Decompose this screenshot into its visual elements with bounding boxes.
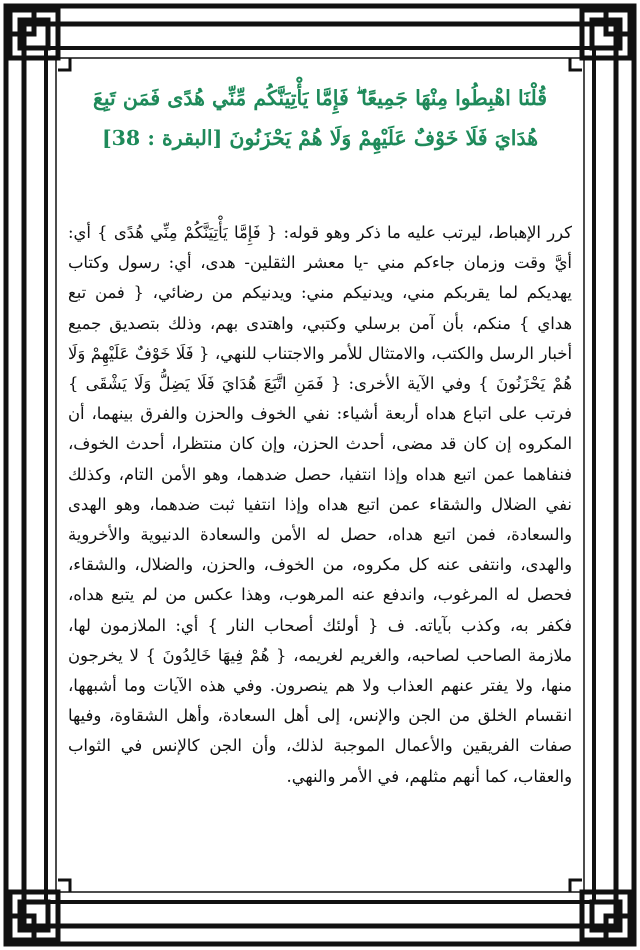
tafsir-commentary: كرر الإهباط، ليرتب عليه ما ذكر وهو قوله: { فَإِمَّا يَأْتِيَنَّكُمْ مِنِّي هُدًى } أي: أيَّ وقت وزمان جاءكم مني -يا معشر الثقلين- هدى، أي: رسول وكتاب يهديكم لما يقربكم مني، ويدنيكم مني: ويدنيكم من رضائي، { فمن تبع هداي } منكم، بأن آمن برسلي وكتبي، واهتدى بهم، وذلك بتصديق جميع أخبار الرسل والكتب، والامتثال للأمر والاجتناب للنهي، { فَلَا خَوْفٌ عَلَيْهِمْ وَلَا هُمْ يَحْزَنُونَ } وفي الآية الأخرى: { فَمَنِ اتَّبَعَ هُدَايَ فَلَا يَضِلُّ وَلَا يَشْقَى } فرتب على اتباع هداه أربعة أشياء: نفي الخوف والحزن والفرق بينهما، أن المكروه إن كان قد مضى، أحدث الحزن، وإن كان منتظرا، أحدث الخوف، فنفاهما عمن اتبع هداه وإذا انتفيا، حصل ضدهما، وهو الأمن التام، وكذلك نفي الضلال والشقاء عمن اتبع هداه وإذا انتفيا ثبت ضدهما، وهو الهدى والسعادة، فمن اتبع هداه، حصل له الأمن والسعادة الدنيوية والأخروية والهدى، وانتفى عنه كل مكروه، من الخوف، والحزن، والضلال، والشقاء، فحصل له المرغوب، واندفع عنه المرهوب، وهذا عكس من لم يتبع هداه، فكفر به، وكذب بآياته. ف { أولئك أصحاب النار } أي: الملازمون لها، ملازمة الصاحب لصاحبه، والغريم لغريمه، { هُمْ فِيهَا خَالِدُونَ } لا يخرجون منها، ولا يفتر عنهم العذاب ولا هم ينصرون. وفي هذه الآيات وما أشبهها، انقسام الخلق من الجن والإنس، إلى أهل السعادة، وأهل الشقاوة، وفيها صفات الفريقين والأعمال الموجبة لذلك، وأن الجن كالإنس في الثواب والعقاب، كما أنهم مثلهم، في الأمر والنهي. [68,223,572,786]
top-right-corner-icon [582,6,634,58]
page-content [66,70,574,880]
quran-verse: قُلْنَا اهْبِطُوا مِنْهَا جَمِيعًا ۖ فَإِمَّا يَأْتِيَنَّكُم مِّنِّي هُدًى فَمَن تَبِعَ هُدَايَ فَلَا خَوْفٌ عَلَيْهِمْ وَلَا هُمْ يَحْزَنُونَ [البقرة : 38] [92,86,548,150]
top-left-corner-icon [6,6,58,58]
bottom-right-corner-icon [582,892,634,944]
bottom-left-corner-icon [6,892,58,944]
